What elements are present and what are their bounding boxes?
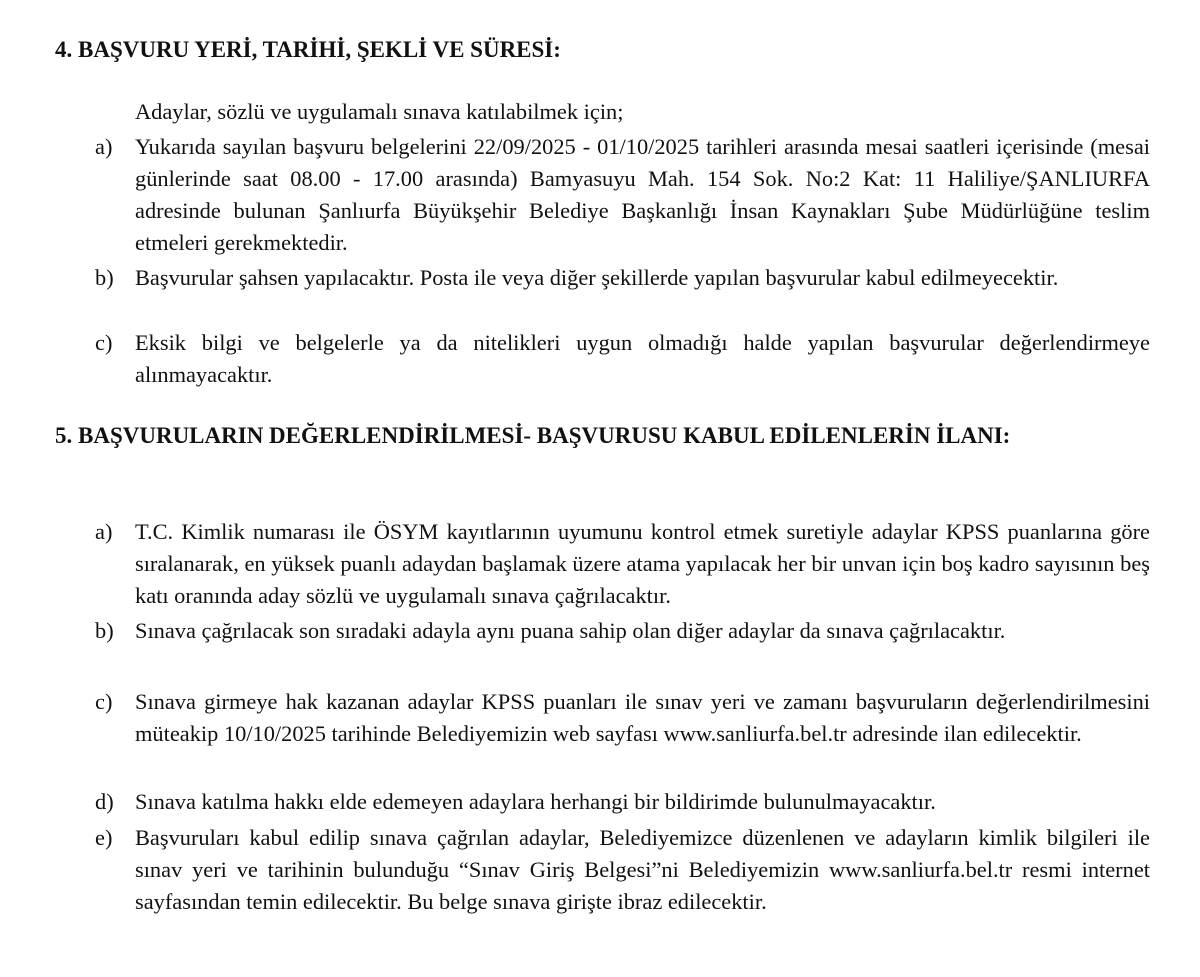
section-5-item-e bbox=[95, 822, 1150, 918]
list-marker: e) bbox=[95, 825, 113, 850]
list-item-text: T.C. Kimlik numarası ile ÖSYM kayıtlarının uyumunu kontrol etmek suretiyle adaylar KPSS puanlarına göre sıralanarak, en yüksek puanlı adaydan başlamak üzere atama yapılacak her bir unvan için boş kadro sayısının beş katı oranında aday sözlü ve uygulamalı sınava çağrılacaktır. bbox=[135, 519, 1150, 608]
list-item-text: Eksik bilgi ve belgelerle ya da nitelikleri uygun olmadığı halde yapılan başvurular değerlendirmeye alınmayacaktır. bbox=[135, 330, 1150, 387]
section-5-item-b bbox=[95, 615, 1150, 647]
section-4-intro: Adaylar, sözlü ve uygulamalı sınava katılabilmek için; bbox=[135, 99, 624, 124]
list-marker: d) bbox=[95, 789, 114, 814]
list-item-text: Sınava girmeye hak kazanan adaylar KPSS puanları ile sınav yeri ve zamanı başvuruların değerlendirilmesini müteakip 10/10/2025 tarihinde Belediyemizin web sayfası www.sanliurfa.bel.tr adresinde ilan edilecektir. bbox=[135, 689, 1150, 746]
section-5-item-d bbox=[95, 786, 1150, 818]
list-item-text: Sınava katılma hakkı elde edemeyen adaylara herhangi bir bildirimde bulunulmayacaktır. bbox=[135, 789, 936, 814]
list-item-text: Sınava çağrılacak son sıradaki adayla aynı puana sahip olan diğer adaylar da sınava çağrılacaktır. bbox=[135, 618, 1006, 643]
section-5-item-c bbox=[95, 686, 1150, 750]
section-4-item-c bbox=[95, 327, 1150, 391]
list-marker: c) bbox=[95, 330, 113, 355]
list-marker: b) bbox=[95, 265, 114, 290]
list-item-text: Yukarıda sayılan başvuru belgelerini 22/09/2025 - 01/10/2025 tarihleri arasında mesai saatleri içerisinde (mesai günlerinde saat 08.00 - 17.00 arasında) Bamyasuyu Mah. 154 Sok. No:2 Kat: 11 Haliliye/ŞANLIURFA adresinde bulunan Şanlıurfa Büyükşehir Belediye Başkanlığı İnsan Kaynakları Şube Müdürlüğüne teslim etmeleri gerekmektedir. bbox=[135, 134, 1150, 255]
section-5-item-a bbox=[95, 516, 1150, 612]
list-item-text: Başvurular şahsen yapılacaktır. Posta ile veya diğer şekillerde yapılan başvurular kabul edilmeyecektir. bbox=[135, 265, 1059, 290]
list-marker: b) bbox=[95, 618, 114, 643]
list-marker: c) bbox=[95, 689, 113, 714]
section-4-item-a bbox=[95, 131, 1150, 259]
list-marker: a) bbox=[95, 134, 113, 159]
list-item-text: Başvuruları kabul edilip sınava çağrılan adaylar, Belediyemizce düzenlenen ve adayların kimlik bilgileri ile sınav yeri ve tarihinin bulunduğu “Sınav Giriş Belgesi”ni Belediyemizin www.sanliurfa.bel.tr resmi internet sayfasından temin edilecektir. Bu belge sınava girişte ibraz edilecektir. bbox=[135, 825, 1150, 914]
list-marker: a) bbox=[95, 519, 113, 544]
section-4-heading: 4. BAŞVURU YERİ, TARİHİ, ŞEKLİ VE SÜRESİ: bbox=[55, 37, 561, 62]
section-5-heading: 5. BAŞVURULARIN DEĞERLENDİRİLMESİ- BAŞVURUSU KABUL EDİLENLERİN İLANI: bbox=[55, 423, 1011, 448]
section-4-item-b bbox=[95, 262, 1150, 294]
